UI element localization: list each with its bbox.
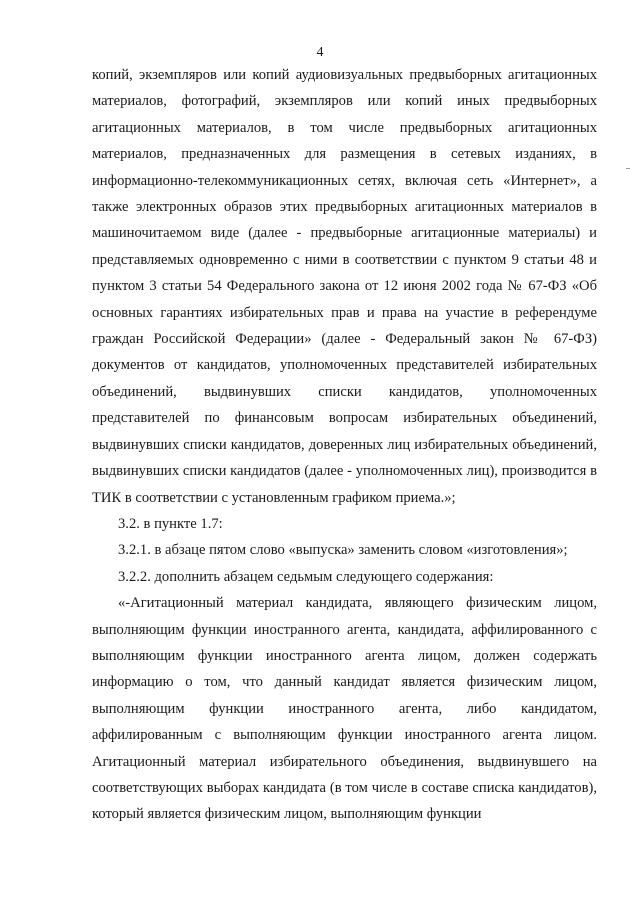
- paragraph-item-3-2-1: 3.2.1. в абзаце пятом слово «выпуска» заменить словом «изготовления»;: [118, 542, 568, 559]
- paragraph-quoted-amendment: «-Агитационный материал кандидата, являющего физическим лицом, выполняющим функции иностранного агента, кандидата, аффилированного с выполняющим функции иностранного агента лицом, должен содержать информацию о том, что данный кандидат является физическим лицом, выполняющим функции иностранного агента, либо кандидатом, аффилированным с выполняющим функции иностранного агента лицом. Агитационный материал избирательного объединения, выдвинувшего на соответствующих выборах кандидата (в том числе в составе списка кандидатов), который является физическим лицом, выполняющим функции: [92, 595, 597, 823]
- paragraph-item-3-2-2: 3.2.2. дополнить абзацем седьмым следующего содержания:: [118, 568, 494, 585]
- document-body: [92, 62, 597, 828]
- page-number: 4: [316, 45, 324, 60]
- paragraph-item-3-2: 3.2. в пункте 1.7:: [118, 515, 223, 532]
- paragraph-continued: копий, экземпляров или копий аудиовизуальных предвыборных агитационных материалов, фотографий, экземпляров или копий иных предвыборных агитационных материалов, в том числе предвыборных агитационных материалов, предназначенных для размещения в сетевых изданиях, в информационно-телекоммуникационных сетях, включая сеть «Интернет», а также электронных образов этих предвыборных агитационных материалов в машиночитаемом виде (далее - предвыборные агитационные материалы) и представляемых одновременно с ними в соответствии с пунктом 9 статьи 48 и пунктом 3 статьи 54 Федерального закона от 12 июня 2002 года № 67-ФЗ «Об основных гарантиях избирательных прав и права на участие в референдуме граждан Российской Федерации» (далее - Федеральный закон № 67-ФЗ) документов от кандидатов, уполномоченных представителей избирательных объединений, выдвинувших списки кандидатов, уполномоченных представителей по финансовым вопросам избирательных объединений, выдвинувших списки кандидатов, доверенных лиц избирательных объединений, выдвинувших списки кандидатов (далее - уполномоченных лиц), производится в ТИК в соответствии с установленным графиком приема.»;: [92, 67, 597, 506]
- scan-margin-mark: [626, 168, 630, 169]
